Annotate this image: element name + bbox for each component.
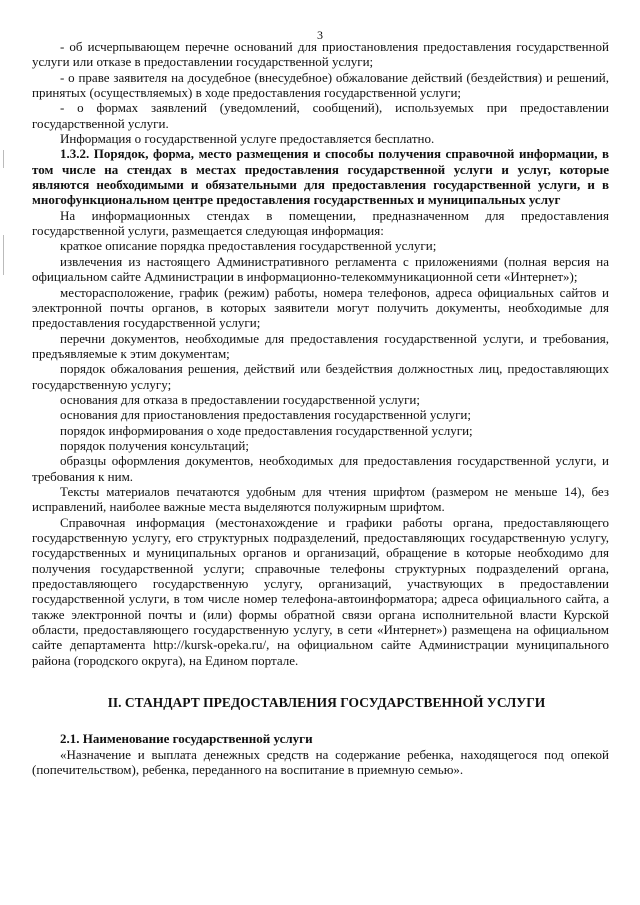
body-paragraph: перечни документов, необходимые для предоставления государственной услуги, и требования, предъявляемые к этим документам; [32,330,609,361]
body-paragraph: Информация о государственной услуге предоставляется бесплатно. [60,131,435,147]
body-paragraph: основания для приостановления предоставления государственной услуги; [60,407,472,423]
body-paragraph: Тексты материалов печатаются удобным для чтения шрифтом (размером не меньше 14), без исправлений, наиболее важные места выделяются полужирным шрифтом. [32,483,609,515]
body-paragraph: порядок получения консультаций; [60,437,249,453]
scan-artifact [3,235,4,275]
page-number: 3 [317,28,323,42]
body-paragraph: основания для отказа в предоставлении государственной услуги; [60,391,420,407]
body-paragraph: краткое описание порядка предоставления государственной услуги; [60,238,437,254]
body-paragraph: извлечения из настоящего Административного регламента с приложениями (полная версия на официальном сайте Администрации в информационно-телекоммуникационной сети «Интернет»); [32,253,609,285]
body-paragraph: - об исчерпывающем перечне оснований для приостановления предоставления государственной услуги или отказе в предоставлении государственной услуги; [32,39,609,70]
subsection-title: 2.1. Наименование государственной услуги [60,731,313,747]
section-title: II. СТАНДАРТ ПРЕДОСТАВЛЕНИЯ ГОСУДАРСТВЕННОЙ УСЛУГИ [107,695,546,711]
bold-heading-paragraph: 1.3.2. Порядок, форма, место размещения и способы получения справочной информации, в том числе на стендах в местах предоставления государственной услуги и услуг, которые являются необходимыми и обязательными для предоставления государственной услуги, и в многофункциональном центре предоставления государственных и муниципальных услуг [32,146,609,208]
document-body [32,39,609,777]
body-paragraph: образцы оформления документов, необходимых для предоставления государственной услуги, и требования к ним. [32,453,609,484]
scan-artifact [3,150,4,168]
body-paragraph: На информационных стендах в помещении, предназначенном для предоставления государственной услуги, размещается следующая информация: [32,207,609,239]
body-paragraph: - о формах заявлений (уведомлений, сообщений), используемых при предоставлении государственной услуги. [32,100,609,131]
body-paragraph: месторасположение, график (режим) работы, номера телефонов, адреса официальных сайтов и электронной почты органов, в которых заявители могут получить документы, необходимые для предоставления государственной услуги; [32,284,609,331]
body-paragraph: Справочная информация (местонахождение и графики работы органа, предоставляющего государственную услугу, его структурных подразделений, предоставляющих государственную услугу, государственных и муниципальных органов и организаций, обращение в которые необходимо для получения государственной услуги; справочные телефоны структурных подразделений органа, предоставляющего государственную услугу, организаций, участвующих в предоставлении государственной услуги, в том числе номер телефона-автоинформатора; адреса официального сайта, а также электронной почты и (или) формы обратной связи органа исполнительной власти Курской области, предоставляющего государственную услугу, в сети «Интернет») размещена на официальном сайте департамента http://kursk-opeka.ru/, на официальном сайте Администрации муниципального района (городского округа), на Едином портале. [32,514,609,668]
body-paragraph: порядок обжалования решения, действий или бездействия должностных лиц, предоставляющих государственную услугу; [32,361,609,392]
body-paragraph: «Назначение и выплата денежных средств на содержание ребенка, находящегося под опекой (попечительством), ребенка, переданного на воспитание в приемную семью». [32,746,609,778]
body-paragraph: порядок информирования о ходе предоставления государственной услуги; [60,422,473,438]
body-paragraph: - о праве заявителя на досудебное (внесудебное) обжалование действий (бездействия) и решений, принятых (осуществляемых) в ходе предоставления государственной услуги; [32,69,609,101]
